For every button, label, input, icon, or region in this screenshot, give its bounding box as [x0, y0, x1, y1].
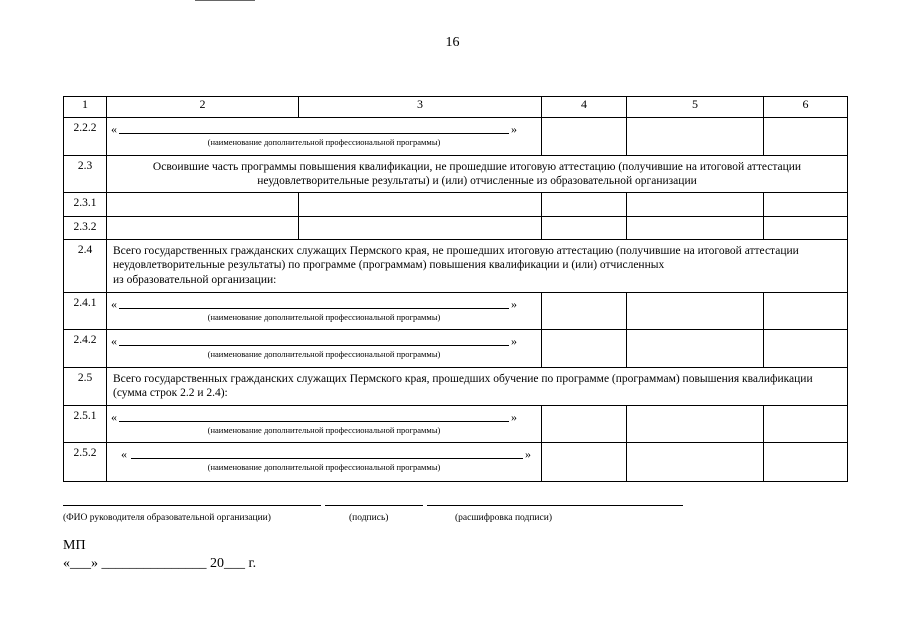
- row-number: 2.4.2: [64, 330, 107, 368]
- value-cell[interactable]: [627, 443, 764, 482]
- value-cell[interactable]: [627, 217, 764, 240]
- value-cell[interactable]: [542, 118, 627, 156]
- row-number: 2.3.2: [64, 217, 107, 240]
- value-cell[interactable]: [627, 406, 764, 443]
- value-cell[interactable]: [764, 293, 848, 330]
- row-description: [107, 240, 848, 293]
- signature-decode-caption: (расшифровка подписи): [455, 513, 552, 523]
- form-table: [63, 96, 848, 482]
- row-number: 2.5: [64, 368, 107, 406]
- col-header: 3: [299, 97, 542, 118]
- program-name-caption: (наименование дополнительной профессиональной программы): [207, 425, 441, 435]
- row-number: 2.4: [64, 240, 107, 293]
- close-quote: »: [525, 447, 531, 461]
- value-cell[interactable]: [627, 193, 764, 217]
- value-cell[interactable]: [764, 193, 848, 217]
- program-name-caption: (наименование дополнительной профессиональной программы): [207, 462, 441, 472]
- program-name-cell[interactable]: [107, 443, 542, 482]
- row-number: 2.5.1: [64, 406, 107, 443]
- row-number: 2.3.1: [64, 193, 107, 217]
- value-cell[interactable]: [764, 443, 848, 482]
- value-cell[interactable]: [542, 193, 627, 217]
- table-row: [64, 217, 848, 240]
- date-line[interactable]: «___» _______________ 20___ г.: [63, 556, 257, 571]
- stamp-label: МП: [63, 538, 86, 553]
- value-cell[interactable]: [764, 217, 848, 240]
- signature-caption: (подпись): [349, 513, 389, 523]
- table-row: [64, 293, 848, 330]
- value-cell[interactable]: [299, 217, 542, 240]
- table-row: [64, 118, 848, 156]
- col-header: 2: [107, 97, 299, 118]
- table-row: [64, 156, 848, 193]
- value-cell[interactable]: [627, 293, 764, 330]
- close-quote: »: [511, 334, 517, 348]
- col-header: 5: [627, 97, 764, 118]
- value-cell[interactable]: [627, 118, 764, 156]
- value-cell[interactable]: [542, 293, 627, 330]
- value-cell[interactable]: [764, 118, 848, 156]
- value-cell[interactable]: [299, 193, 542, 217]
- close-quote: »: [511, 297, 517, 311]
- program-name-cell[interactable]: [107, 293, 542, 330]
- program-name-line: [119, 421, 509, 422]
- signature-line[interactable]: [325, 505, 423, 506]
- value-cell[interactable]: [107, 193, 299, 217]
- table-row: [64, 368, 848, 406]
- value-cell[interactable]: [764, 330, 848, 368]
- open-quote: «: [111, 122, 117, 136]
- close-quote: »: [511, 410, 517, 424]
- program-name-caption: (наименование дополнительной профессиональной программы): [207, 137, 441, 147]
- col-header: 6: [764, 97, 848, 118]
- row-description-text-end: из образовательной организации:: [113, 273, 277, 286]
- row-number: 2.3: [64, 156, 107, 193]
- table-row: [64, 330, 848, 368]
- col-header: 1: [64, 97, 107, 118]
- header-row: [64, 97, 848, 118]
- value-cell[interactable]: [107, 217, 299, 240]
- open-quote: «: [121, 447, 127, 461]
- value-cell[interactable]: [542, 406, 627, 443]
- page-number: 16: [445, 35, 460, 50]
- table-row: [64, 193, 848, 217]
- program-name-cell[interactable]: [107, 330, 542, 368]
- row-description: Всего государственных гражданских служащих Пермского края, прошедших обучение по программе (программам) повышения квалификации (сумма строк 2.2 и 2.4):: [107, 368, 848, 406]
- value-cell[interactable]: [542, 330, 627, 368]
- program-name-cell[interactable]: [107, 406, 542, 443]
- value-cell[interactable]: [627, 330, 764, 368]
- row-description: Освоившие часть программы повышения квалификации, не прошедшие итоговую аттестацию (получившие на итоговой аттестации неудовлетворительные результаты) и (или) отчисленные из образовательной организации: [107, 156, 848, 193]
- head-name-caption: (ФИО руководителя образовательной организации): [63, 513, 271, 523]
- program-name-line: [119, 133, 509, 134]
- program-name-caption: (наименование дополнительной профессиональной программы): [207, 312, 441, 322]
- signature-decode-line[interactable]: [427, 505, 683, 506]
- value-cell[interactable]: [542, 217, 627, 240]
- value-cell[interactable]: [542, 443, 627, 482]
- row-description-text: Всего государственных гражданских служащих Пермского края, не прошедших итоговую аттестацию (получившие на итоговой аттестации неудовлетворительные результаты) по программе (программам) повышения квалификации и (или) отчисленных: [113, 245, 799, 272]
- table-row: [64, 240, 848, 293]
- top-rule: [195, 0, 255, 1]
- open-quote: «: [111, 410, 117, 424]
- open-quote: «: [111, 297, 117, 311]
- table-row: [64, 406, 848, 443]
- head-name-line[interactable]: [63, 505, 321, 506]
- table-row: [64, 443, 848, 482]
- program-name-line: [119, 308, 509, 309]
- close-quote: »: [511, 122, 517, 136]
- program-name-line: [131, 458, 523, 459]
- program-name-caption: (наименование дополнительной профессиональной программы): [207, 349, 441, 359]
- open-quote: «: [111, 334, 117, 348]
- signature-block: [63, 505, 703, 525]
- col-header: 4: [542, 97, 627, 118]
- row-number: 2.5.2: [64, 443, 107, 482]
- program-name-cell[interactable]: [107, 118, 542, 156]
- program-name-line: [119, 345, 509, 346]
- row-number: 2.4.1: [64, 293, 107, 330]
- row-number: 2.2.2: [64, 118, 107, 156]
- value-cell[interactable]: [764, 406, 848, 443]
